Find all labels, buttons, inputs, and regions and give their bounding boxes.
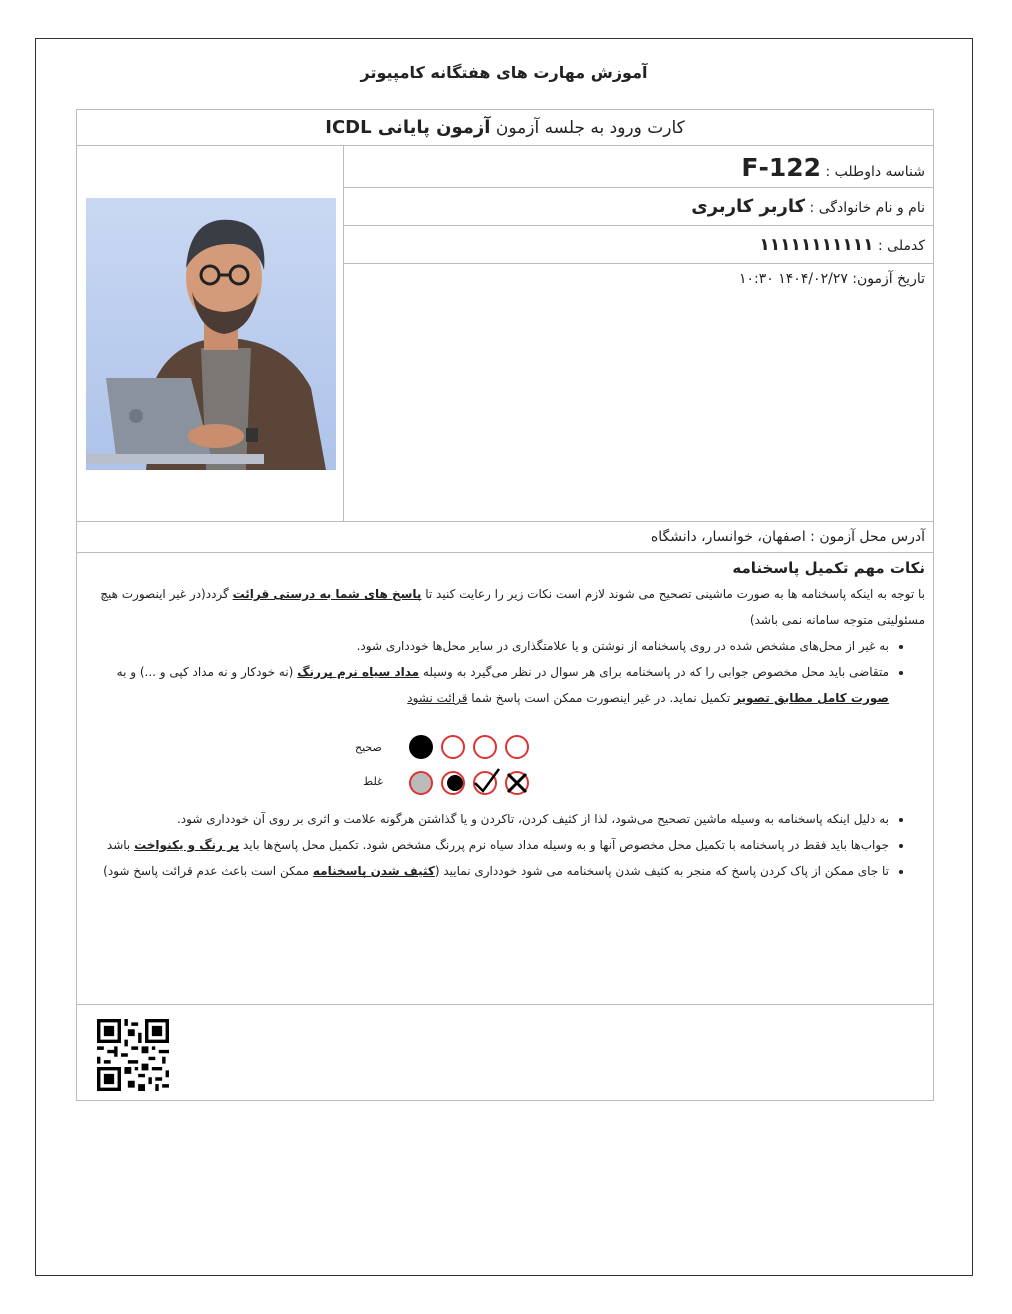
empty-bubble-icon [442,736,464,758]
candidate-name-value: کاربر کاربری [691,196,806,217]
photo-column [77,146,345,521]
address-label: آدرس محل آزمون : [805,529,925,545]
note-item [85,832,889,858]
notes-title: نکات مهم تکمیل پاسخنامه [732,559,925,577]
card-title-prefix: کارت ورود به جلسه آزمون [490,118,685,138]
admission-card-page [35,38,973,1276]
national-code-value: ۱۱۱۱۱۱۱۱۱۱۱ [759,235,874,255]
notes-intro-suffix: گردد(در غیر اینصورت هیچ مسئولیتی متوجه سامانه نمی باشد) [100,587,925,627]
candidate-id-label: شناسه داوطلب : [821,164,925,180]
light-fill-bubble-icon [410,772,432,794]
note-item-text: جواب‌ها باید فقط در پاسخنامه با تکمیل محل مخصوص آنها و به وسیله مداد سیاه نرم پررنگ مشخص شود. تکمیل محل پاسخ‌ها باید [239,838,889,852]
candidate-id-line [344,146,933,188]
note-item-emphasis: مداد سیاه نرم پررنگ [297,665,420,679]
notes-list-1 [85,633,925,711]
cross-mark-icon [508,774,526,792]
note-item-text: (نه خودکار و نه مداد کپی و ...) و به [116,665,298,679]
candidate-name-line [344,188,933,226]
sample-correct-label: صحیح [355,741,382,754]
national-code-line [344,226,933,264]
candidate-photo [86,198,336,470]
important-notes [77,553,933,1005]
address-value: اصفهان، خوانسار، دانشگاه [650,529,806,545]
answer-sample [85,711,925,806]
partial-fill-dot-icon [447,775,463,791]
note-item-emphasis: کثیف شدن پاسخنامه [312,864,435,878]
exam-date-label: تاریخ آزمون: [847,271,925,287]
notes-list-2 [85,806,925,884]
candidate-id-value: 122-F [741,153,822,182]
exam-date-line [344,264,933,522]
qr-section [77,1005,933,1102]
national-code-label: کدملی : [873,238,925,254]
candidate-info [77,146,933,522]
empty-bubble-icon [474,736,496,758]
exam-card [76,109,934,1101]
note-item-emphasis: قرائت نشود [407,691,468,705]
notes-intro [85,581,925,633]
notes-intro-emphasis: پاسخ های شما به درستی قرائت [232,587,422,601]
check-bubble-icon [474,772,496,794]
exam-address [77,522,933,553]
qr-code-icon [97,1019,169,1091]
note-item-text: تا جای ممکن از پاک کردن پاسخ که منجر به کثیف شدن پاسخنامه می شود خودداری نمایید ( [434,864,889,878]
note-item-text: متقاضی باید محل مخصوص جوابی را که در پاسخنامه برای هر سوال در نظر می‌گیرد به وسیله [419,665,889,679]
candidate-details [343,146,933,521]
note-item [85,858,889,884]
note-item-text: باشد [106,838,135,852]
note-item-emphasis: صورت کامل مطابق تصویر [733,691,889,705]
note-item [85,659,889,711]
note-item: • به دلیل اینکه پاسخنامه به وسیله ماشین تصحیح می‌شود، لذا از کثیف کردن، تاکردن و یا گذاشتن هرگونه علامت و اثری بر روی آن خودداری شود. [85,806,889,832]
exam-date-value: ۱۴۰۴/۰۲/۲۷ ۱۰:۳۰ [739,271,848,287]
note-item-text: ممکن است باعث عدم قرائت پاسخ شود) [103,864,313,878]
card-title [77,110,933,146]
note-item-emphasis: پر رنگ و یکنواخت [134,838,240,852]
empty-bubble-icon [506,736,528,758]
bubble-samples [407,733,547,813]
card-title-bold: آزمون پایانی ICDL [325,117,491,138]
notes-intro-text: با توجه به اینکه پاسخنامه ها به صورت ماشینی تصحیح می شوند لازم است نکات زیر را رعایت کنید تا [421,587,925,601]
note-item-text: تکمیل نماید. در غیر اینصورت ممکن است پاسخ شما [467,691,734,705]
candidate-name-label: نام و نام خانوادگی : [805,200,925,216]
filled-bubble-icon [409,735,433,759]
note-item: • به غیر از محل‌های مشخص شده در روی پاسخنامه از نوشتن و یا علامتگذاری در سایر محل‌ها خودداری شود. [85,633,889,659]
page-title: آموزش مهارت های هفتگانه کامپیوتر [360,63,648,82]
sample-wrong-label: غلط [363,775,383,788]
